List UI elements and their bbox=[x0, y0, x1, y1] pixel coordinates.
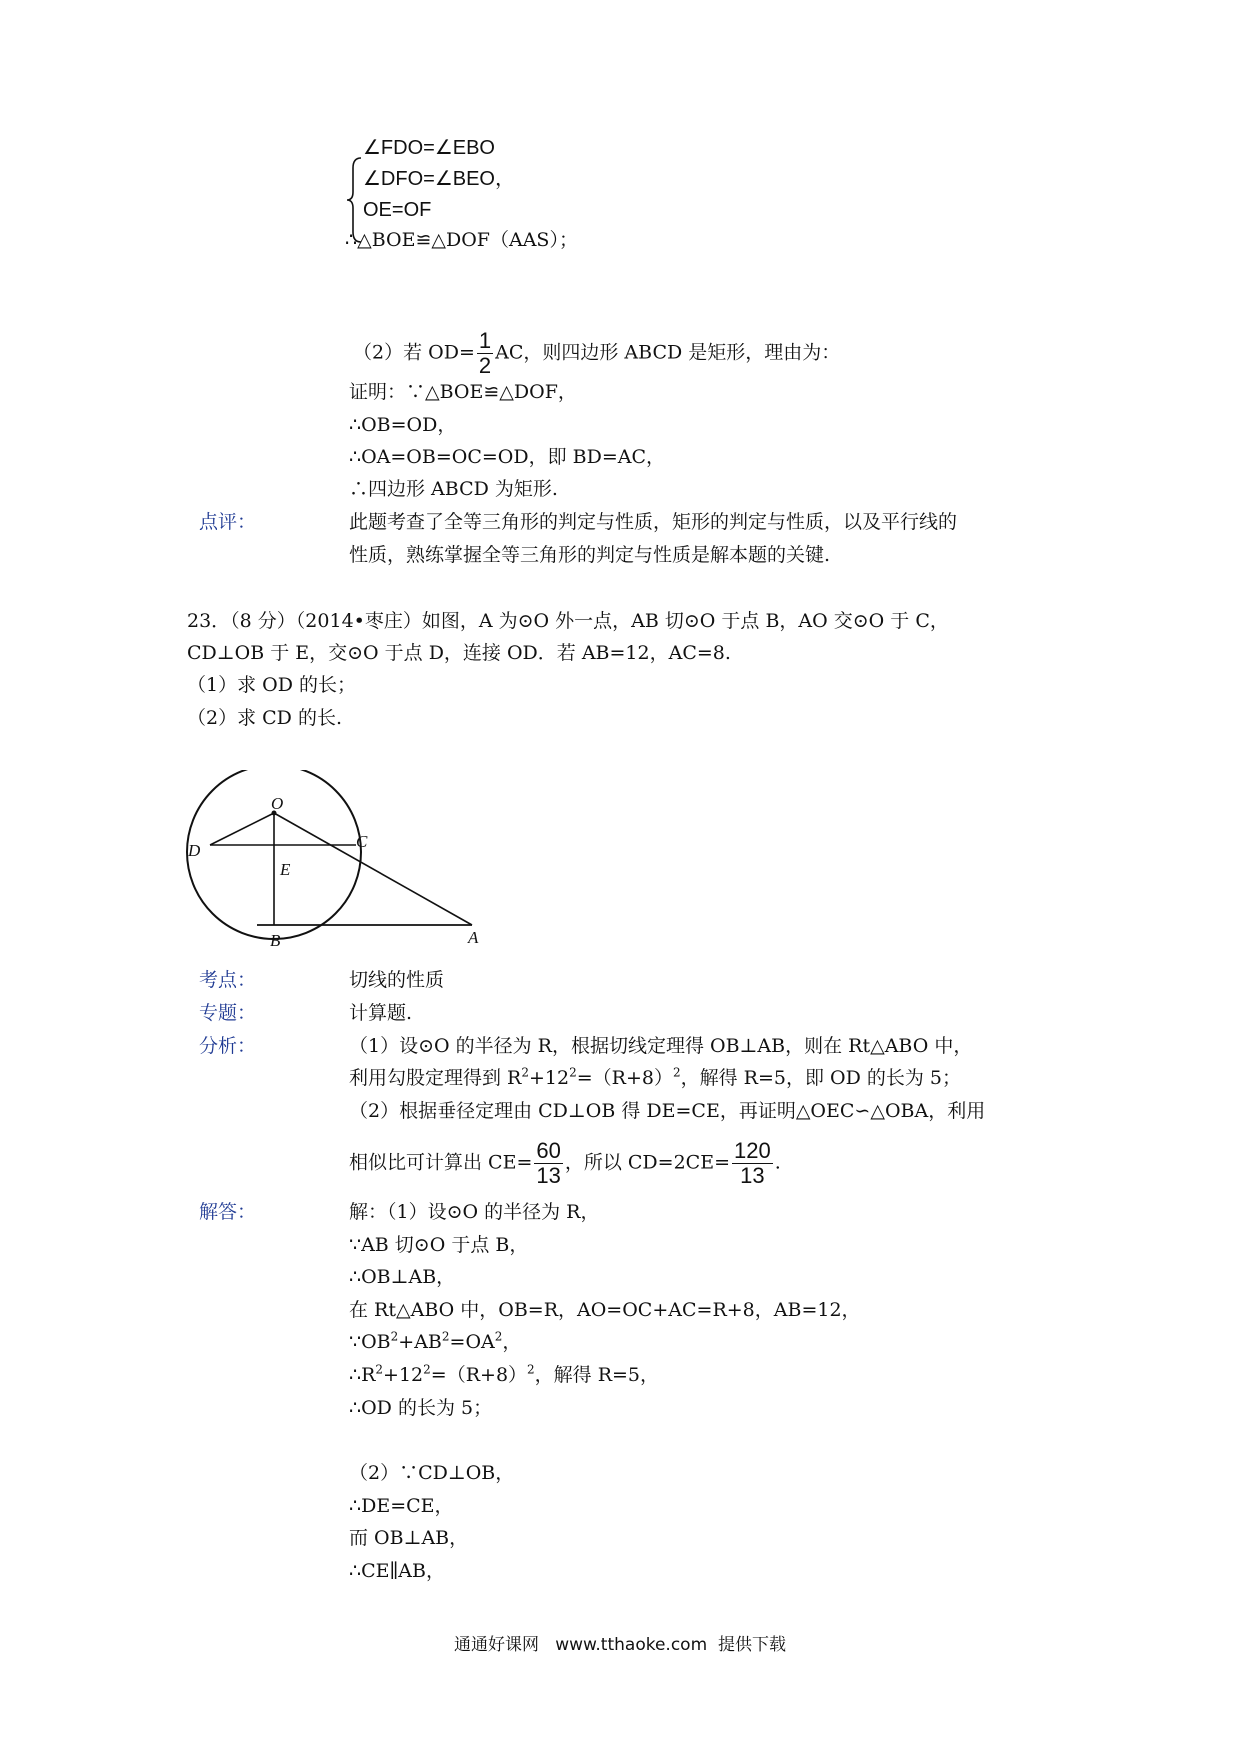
jieda-line-5 bbox=[349, 1330, 521, 1354]
fenxi-line-4-c: . bbox=[774, 1151, 781, 1174]
zhuanti-text: 计算题. bbox=[349, 1002, 413, 1024]
jieda-line-5-c: =OA bbox=[449, 1331, 495, 1353]
q23-line-2: CD⊥OB 于 E，交⊙O 于点 D，连接 OD．若 AB=12，AC=8. bbox=[187, 642, 731, 664]
jieda-line-5-a: ∵OB bbox=[349, 1331, 391, 1353]
exponent: 2 bbox=[494, 1329, 503, 1344]
cd-fraction bbox=[732, 1140, 773, 1187]
fenxi-line-3: （2）根据垂径定理由 CD⊥OB 得 DE=CE，再证明△OEC∽△OBA，利用 bbox=[349, 1100, 986, 1122]
ce-denominator: 13 bbox=[536, 1163, 561, 1188]
fenxi-line-4-b: ，所以 CD=2CE= bbox=[564, 1151, 731, 1174]
exponent: 2 bbox=[390, 1329, 399, 1344]
label-a: A bbox=[468, 928, 479, 947]
kaodian-label: 考点： bbox=[199, 969, 257, 991]
exponent: 2 bbox=[521, 1065, 529, 1080]
comment-line-1: 此题考查了全等三角形的判定与性质，矩形的判定与性质，以及平行线的 bbox=[349, 511, 958, 533]
fenxi-line-2-c: =（R+8） bbox=[576, 1067, 673, 1089]
system-eq-3: OE=OF bbox=[363, 199, 432, 221]
jieda-line-8: （2）∵CD⊥OB， bbox=[349, 1462, 515, 1484]
jieda-label: 解答： bbox=[199, 1201, 257, 1223]
jieda-line-7: ∴OD 的长为 5； bbox=[349, 1397, 493, 1419]
jieda-line-3: ∴OB⊥AB， bbox=[349, 1266, 456, 1288]
jieda-line-6 bbox=[349, 1363, 659, 1387]
fenxi-line-2 bbox=[349, 1066, 961, 1090]
exponent: 2 bbox=[672, 1065, 681, 1080]
system-eq-2: ∠DFO=∠BEO， bbox=[363, 168, 515, 190]
part2-statement bbox=[353, 330, 840, 377]
part2-suffix: AC，则四边形 ABCD 是矩形，理由为： bbox=[495, 341, 841, 364]
jieda-line-4: 在 Rt△ABO 中，OB=R，AO=OC+AC=R+8，AB=12， bbox=[349, 1299, 861, 1321]
jieda-line-5-d: ， bbox=[502, 1331, 522, 1353]
kaodian-text: 切线的性质 bbox=[349, 969, 445, 991]
ce-fraction bbox=[534, 1140, 562, 1187]
jieda-line-10: 而 OB⊥AB， bbox=[349, 1527, 469, 1549]
q23-line-4: （2）求 CD 的长. bbox=[187, 707, 342, 729]
geometry-figure bbox=[186, 770, 496, 950]
jieda-line-1: 解：（1）设⊙O 的半径为 R， bbox=[349, 1201, 600, 1223]
exponent: 2 bbox=[569, 1065, 577, 1080]
fenxi-line-2-b: +12 bbox=[529, 1067, 570, 1089]
part2-line-2: ∴OB=OD， bbox=[349, 414, 457, 436]
cd-numerator: 120 bbox=[734, 1138, 771, 1163]
part2-line-3: ∴OA=OB=OC=OD，即 BD=AC， bbox=[349, 446, 666, 468]
label-o: O bbox=[271, 794, 284, 813]
segment-od bbox=[210, 813, 274, 845]
system-eq-1: ∠FDO=∠EBO bbox=[363, 137, 495, 159]
fenxi-line-2-a: 利用勾股定理得到 R bbox=[349, 1067, 522, 1089]
part2-prefix: （2）若 OD= bbox=[353, 341, 475, 364]
jieda-line-6-d: ，解得 R=5， bbox=[534, 1364, 660, 1386]
jieda-line-6-a: ∴R bbox=[349, 1364, 376, 1386]
jieda-line-6-c: =（R+8） bbox=[430, 1364, 528, 1386]
cd-denominator: 13 bbox=[740, 1163, 765, 1188]
fenxi-line-4 bbox=[349, 1140, 781, 1187]
segment-oa bbox=[274, 813, 472, 925]
label-b: B bbox=[270, 931, 281, 950]
zhuanti-label: 专题： bbox=[199, 1002, 257, 1024]
page-footer: 通通好课网 www.tthaoke.com 提供下载 bbox=[454, 1635, 786, 1655]
comment-label: 点评： bbox=[199, 511, 257, 533]
fenxi-line-1: （1）设⊙O 的半径为 R，根据切线定理得 OB⊥AB，则在 Rt△ABO 中， bbox=[349, 1035, 973, 1057]
exponent: 2 bbox=[375, 1362, 384, 1377]
jieda-line-9: ∴DE=CE， bbox=[349, 1495, 454, 1517]
one-half-denominator: 2 bbox=[478, 353, 492, 378]
jieda-line-6-b: +12 bbox=[383, 1364, 424, 1386]
part2-line-1: 证明：∵△BOE≌△DOF， bbox=[349, 381, 577, 403]
exponent: 2 bbox=[423, 1362, 431, 1377]
jieda-line-11: ∴CE∥AB， bbox=[349, 1560, 445, 1582]
exponent: 2 bbox=[441, 1329, 450, 1344]
fenxi-line-4-a: 相似比可计算出 CE= bbox=[349, 1151, 533, 1174]
fenxi-label: 分析： bbox=[199, 1035, 257, 1057]
jieda-line-5-b: +AB bbox=[398, 1331, 442, 1353]
exponent: 2 bbox=[527, 1362, 535, 1377]
proof1-conclusion: ∴△BOE≌△DOF（AAS）； bbox=[345, 229, 578, 251]
jieda-line-2: ∵AB 切⊙O 于点 B， bbox=[349, 1234, 529, 1256]
label-e: E bbox=[280, 860, 291, 879]
label-d: D bbox=[188, 841, 201, 860]
label-c: C bbox=[356, 832, 368, 851]
comment-line-2: 性质，熟练掌握全等三角形的判定与性质是解本题的关键. bbox=[349, 544, 831, 566]
q23-line-1: 23．（8 分）（2014•枣庄）如图，A 为⊙O 外一点，AB 切⊙O 于点 B，AO 交⊙O 于 C， bbox=[187, 610, 949, 632]
fenxi-line-2-d: ，解得 R=5，即 OD 的长为 5； bbox=[680, 1067, 961, 1089]
one-half-numerator: 1 bbox=[478, 328, 492, 353]
q23-line-3: （1）求 OD 的长； bbox=[187, 674, 356, 696]
part2-line-4: ∴四边形 ABCD 为矩形. bbox=[349, 478, 558, 500]
one-half-fraction bbox=[477, 330, 493, 377]
ce-numerator: 60 bbox=[536, 1138, 561, 1163]
